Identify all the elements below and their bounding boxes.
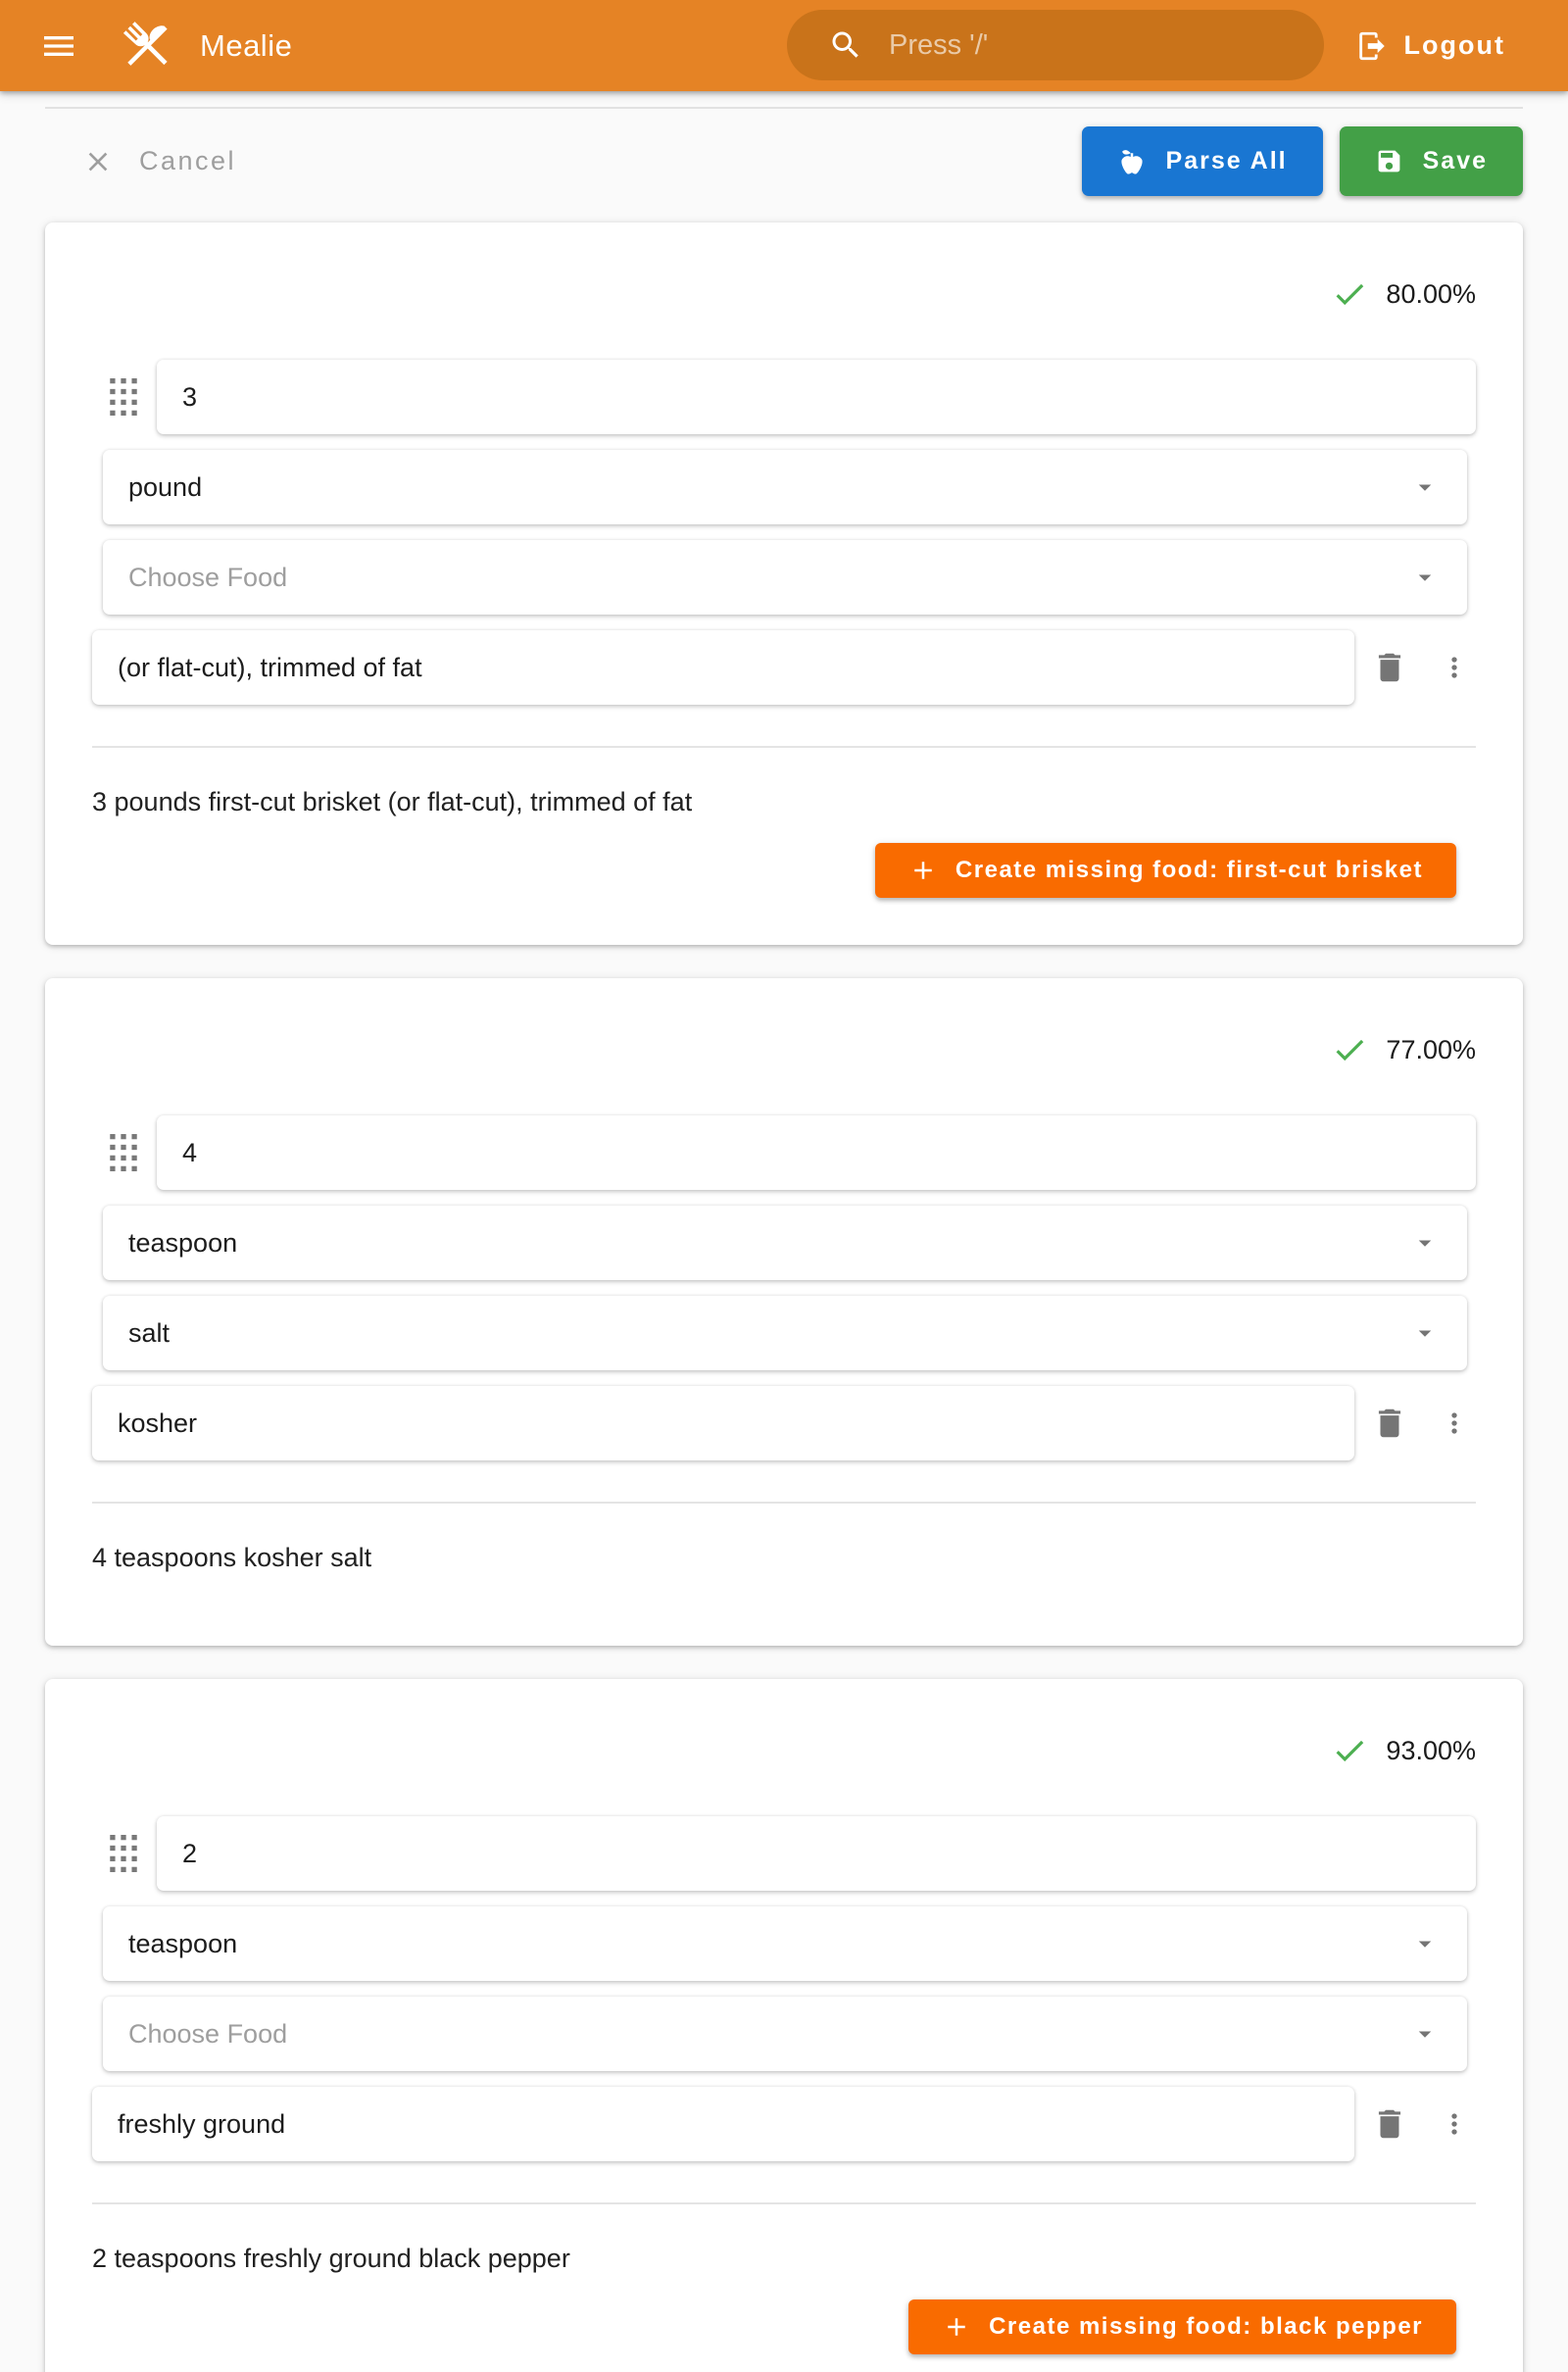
header-divider xyxy=(45,107,1523,109)
notes-input[interactable] xyxy=(92,1386,1354,1460)
create-missing-food-button[interactable] xyxy=(875,843,1456,898)
create-missing-food-button[interactable] xyxy=(908,2299,1456,2354)
card-divider xyxy=(92,1502,1476,1504)
confidence-value: 77.00% xyxy=(1386,1034,1476,1064)
close-icon xyxy=(82,146,114,177)
search-placeholder: Press '/' xyxy=(889,28,989,61)
save-label: Save xyxy=(1422,147,1488,174)
confidence-value: 80.00% xyxy=(1386,278,1476,309)
create-food-row xyxy=(92,2299,1476,2354)
notes-row xyxy=(92,630,1476,705)
unit-input[interactable] xyxy=(103,450,1467,524)
quantity-input[interactable] xyxy=(157,1115,1476,1190)
drag-handle-icon[interactable] xyxy=(104,1134,143,1171)
quantity-row xyxy=(92,360,1476,434)
check-icon xyxy=(1331,1732,1368,1769)
create-food-row xyxy=(92,843,1476,898)
food-select[interactable] xyxy=(103,540,1467,615)
search-icon xyxy=(828,27,863,63)
plus-icon xyxy=(908,856,938,885)
unit-input[interactable] xyxy=(103,1906,1467,1981)
confidence-row xyxy=(92,270,1476,319)
create-missing-food-label: Create missing food: black pepper xyxy=(989,2313,1423,2340)
notes-row xyxy=(92,2087,1476,2161)
cancel-label: Cancel xyxy=(139,146,237,175)
confidence-value: 93.00% xyxy=(1386,1735,1476,1765)
chevron-down-icon[interactable] xyxy=(1410,1228,1440,1262)
delete-ingredient-button[interactable] xyxy=(1362,2095,1417,2153)
more-options-button[interactable] xyxy=(1433,638,1476,697)
chevron-down-icon[interactable] xyxy=(1410,1318,1440,1353)
quantity-row xyxy=(92,1816,1476,1891)
check-icon xyxy=(1331,1031,1368,1068)
original-ingredient-text: 3 pounds first-cut brisket (or flat-cut), trimmed of fat xyxy=(92,787,693,816)
drag-handle-icon[interactable] xyxy=(104,1835,143,1872)
parse-all-label: Parse All xyxy=(1165,147,1288,174)
plus-icon xyxy=(942,2312,971,2342)
food-input[interactable] xyxy=(103,540,1467,615)
more-options-button[interactable] xyxy=(1433,2095,1476,2153)
chevron-down-icon[interactable] xyxy=(1410,472,1440,507)
food-input[interactable] xyxy=(103,1997,1467,2071)
notes-row xyxy=(92,1386,1476,1460)
confidence-row xyxy=(92,1025,1476,1074)
create-missing-food-label: Create missing food: first-cut brisket xyxy=(955,857,1423,883)
notes-input[interactable] xyxy=(92,2087,1354,2161)
food-input[interactable] xyxy=(103,1296,1467,1370)
unit-select[interactable] xyxy=(103,1206,1467,1280)
original-ingredient-text: 4 teaspoons kosher salt xyxy=(92,1543,372,1572)
quantity-input[interactable] xyxy=(157,360,1476,434)
original-ingredient-text: 2 teaspoons freshly ground black pepper xyxy=(92,2244,570,2273)
ingredient-card xyxy=(45,978,1523,1646)
action-row xyxy=(45,126,1523,196)
parse-all-button[interactable] xyxy=(1082,126,1323,196)
logout-button[interactable] xyxy=(1355,29,1505,63)
card-divider xyxy=(92,2202,1476,2204)
confidence-row xyxy=(92,1726,1476,1775)
check-icon xyxy=(1331,275,1368,313)
cancel-button[interactable] xyxy=(82,146,236,177)
apple-icon xyxy=(1117,147,1147,176)
ingredient-card xyxy=(45,222,1523,945)
quantity-input[interactable] xyxy=(157,1816,1476,1891)
food-select[interactable] xyxy=(103,1296,1467,1370)
card-divider xyxy=(92,746,1476,748)
delete-ingredient-button[interactable] xyxy=(1362,638,1417,697)
app-title: Mealie xyxy=(200,27,293,63)
logout-icon xyxy=(1355,29,1389,63)
save-button[interactable] xyxy=(1340,126,1523,196)
hamburger-menu-icon[interactable] xyxy=(37,25,80,68)
notes-input[interactable] xyxy=(92,630,1354,705)
logout-label: Logout xyxy=(1403,30,1505,60)
search-bar[interactable] xyxy=(787,10,1324,80)
unit-select[interactable] xyxy=(103,1906,1467,1981)
unit-input[interactable] xyxy=(103,1206,1467,1280)
mealie-logo-icon[interactable] xyxy=(116,15,178,77)
quantity-row xyxy=(92,1115,1476,1190)
delete-ingredient-button[interactable] xyxy=(1362,1394,1417,1453)
chevron-down-icon[interactable] xyxy=(1410,1929,1440,1963)
food-select[interactable] xyxy=(103,1997,1467,2071)
app-bar xyxy=(0,0,1568,91)
save-icon xyxy=(1375,147,1403,175)
unit-select[interactable] xyxy=(103,450,1467,524)
more-options-button[interactable] xyxy=(1433,1394,1476,1453)
chevron-down-icon[interactable] xyxy=(1410,2019,1440,2053)
ingredient-card xyxy=(45,1679,1523,2372)
chevron-down-icon[interactable] xyxy=(1410,563,1440,597)
drag-handle-icon[interactable] xyxy=(104,378,143,416)
page-content xyxy=(0,107,1568,2372)
